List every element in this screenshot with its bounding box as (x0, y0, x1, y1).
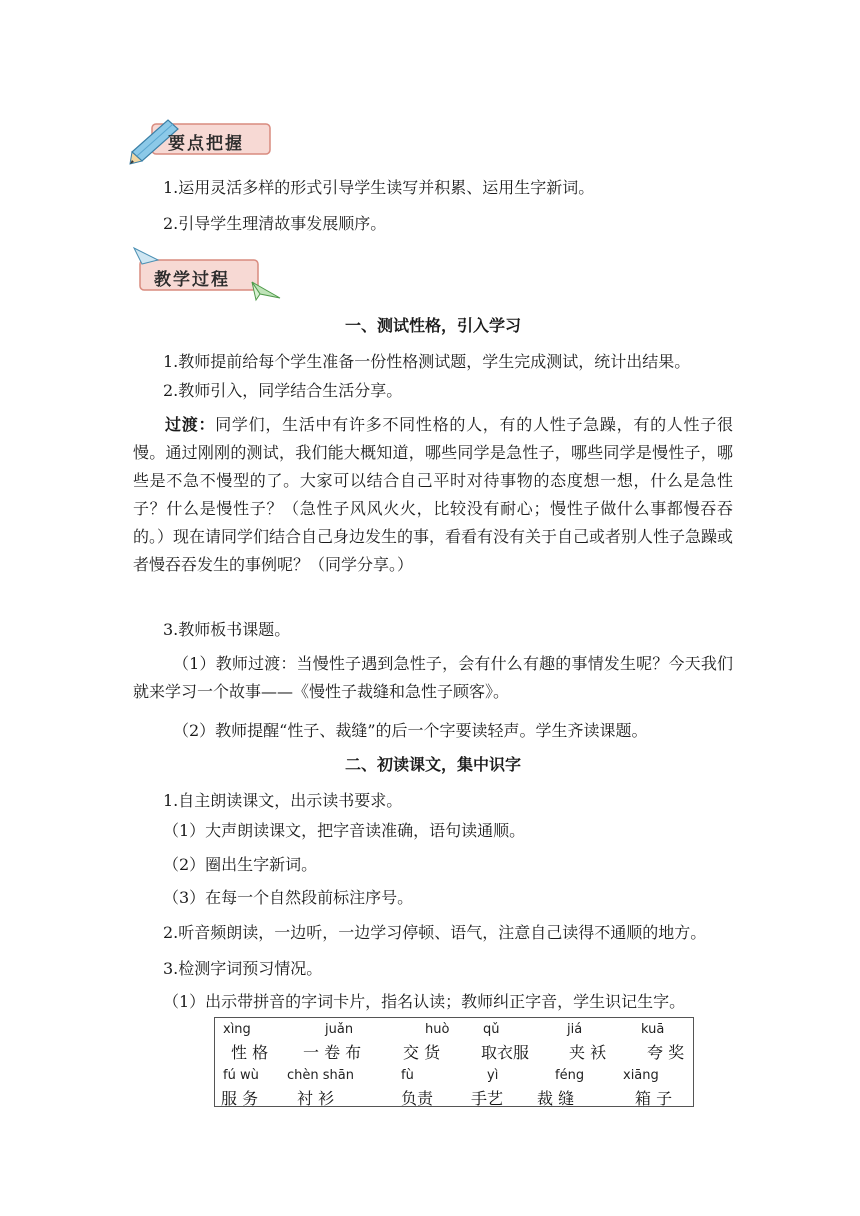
section-1-item-2: 2.教师引入，同学结合生活分享。 (163, 381, 403, 400)
section-1-title: 一、测试性格，引入学习 (344, 316, 521, 335)
hanzi-word: 夸 奖 (647, 1043, 685, 1062)
section-2-item-1: 1.自主朗读课文，出示读书要求。 (163, 791, 403, 810)
section-2-title: 二、初读课文，集中识字 (344, 755, 521, 774)
hanzi-word: 负责 (401, 1089, 434, 1108)
section-2-item-3: 3.检测字词预习情况。 (163, 959, 323, 978)
key-points-banner-label: 要点把握 (168, 134, 244, 154)
teaching-process-banner (132, 246, 282, 294)
section-1-item-1: 1.教师提前给每个学生准备一份性格测试题，学生完成测试，统计出结果。 (163, 352, 691, 371)
section-2-item-1-1: （1）大声朗读课文，把字音读准确，语句读通顺。 (163, 821, 526, 840)
pinyin-text: kuā (641, 1022, 665, 1037)
transition-text: 同学们，生活中有许多不同性格的人，有的人性子急躁，有的人性子很慢。通过刚刚的测试，我们能大概知道，哪些同学是急性子，哪些同学是慢性子，哪些是不急不慢型的了。大家可以结合自己平时对待事物的态度想一想，什么是急性子？什么是慢性子？（急性子风风火火，比较没有耐心；慢性子做什么事都慢吞吞的。）现在请同学们结合自己身边发生的事，看看有没有关于自己或者别人性子急躁或者慢吞吞发生的事例呢？（同学分享。） (133, 415, 734, 574)
key-point-1: 1.运用灵活多样的形式引导学生读写并积累、运用生字新词。 (163, 178, 595, 197)
pinyin-text: xiāng (623, 1068, 659, 1083)
pinyin-text: huò (425, 1022, 450, 1037)
hanzi-word: 夹 袄 (569, 1043, 607, 1062)
section-2-item-1-2: （2）圈出生字新词。 (163, 855, 318, 874)
hanzi-word: 手艺 (471, 1089, 504, 1108)
hanzi-word: 交 货 (403, 1043, 441, 1062)
hanzi-word: 服 务 (221, 1089, 259, 1108)
hanzi-word: 一 卷 布 (303, 1043, 362, 1062)
pinyin-text: féng (555, 1068, 585, 1083)
pinyin-text: xìng (223, 1022, 251, 1037)
hanzi-word: 取衣服 (481, 1043, 530, 1062)
section-2-item-3-1: （1）出示带拼音的字词卡片，指名认读；教师纠正字音，学生识记生字。 (163, 992, 686, 1011)
pinyin-text: juǎn (325, 1022, 354, 1037)
section-1-item-3: 3.教师板书课题。 (163, 620, 291, 639)
pinyin-text: yì (487, 1068, 499, 1083)
hanzi-word: 箱 子 (635, 1089, 673, 1108)
hanzi-word: 性 格 (231, 1043, 269, 1062)
teaching-process-banner-label: 教学过程 (154, 270, 230, 290)
pinyin-text: jiá (567, 1022, 583, 1037)
section-2-item-2: 2.听音频朗读，一边听，一边学习停顿、语气，注意自己读得不通顺的地方。 (163, 923, 707, 942)
pinyin-text: fú wù (223, 1068, 259, 1083)
transition-label: 过渡： (165, 415, 216, 434)
pinyin-text: chèn shān (287, 1068, 354, 1083)
pinyin-text: qǔ (483, 1022, 500, 1037)
pinyin-text: fù (401, 1068, 414, 1083)
hanzi-word: 裁 缝 (537, 1089, 575, 1108)
key-points-banner (128, 116, 278, 164)
transition-paragraph (133, 411, 733, 579)
section-2-item-1-3: （3）在每一个自然段前标注序号。 (163, 888, 414, 907)
key-point-2: 2.引导学生理清故事发展顺序。 (163, 214, 387, 233)
section-1-item-3-2: （2）教师提醒“性子、裁缝”的后一个字要读轻声。学生齐读课题。 (173, 721, 648, 740)
hanzi-word: 衬 衫 (297, 1089, 335, 1108)
section-1-item-3-1: （1）教师过渡：当慢性子遇到急性子，会有什么有趣的事情发生呢？今天我们就来学习一个故事——《慢性子裁缝和急性子顾客》。 (133, 654, 733, 701)
pinyin-word-card (214, 1017, 694, 1107)
